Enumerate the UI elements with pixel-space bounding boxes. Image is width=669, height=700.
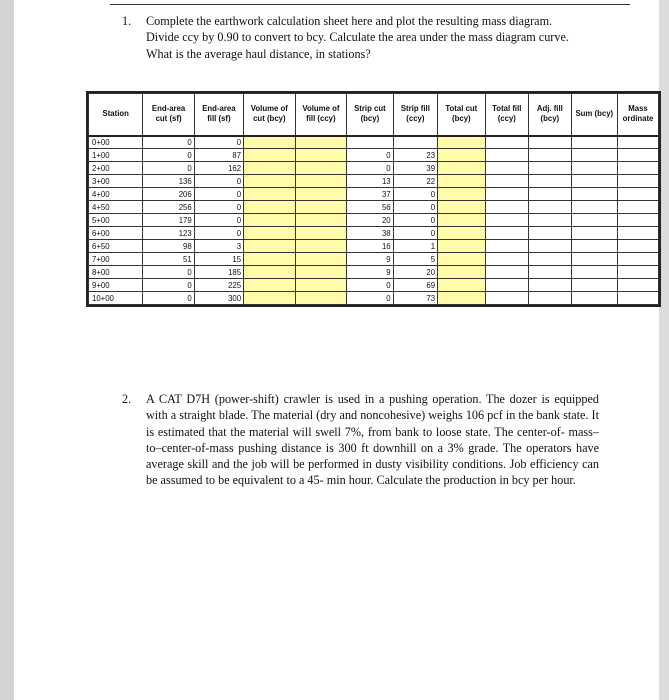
input-cell-highlighted [295, 162, 347, 175]
cell-fill: 0 [194, 188, 243, 201]
cell-fill: 300 [194, 292, 243, 305]
cell-strip-fill [393, 136, 437, 149]
input-cell-highlighted [438, 136, 485, 149]
input-cell-highlighted [438, 201, 485, 214]
column-header [347, 94, 393, 136]
input-cell [485, 214, 529, 227]
input-cell [529, 227, 572, 240]
column-header [529, 94, 572, 136]
table-header-row [89, 94, 659, 136]
question-2-number: 2. [122, 392, 132, 406]
input-cell [571, 266, 617, 279]
question-2 [122, 391, 599, 489]
input-cell [571, 279, 617, 292]
question-1-line: What is the average haul distance, in stations? [146, 46, 371, 61]
input-cell [529, 292, 572, 305]
cell-station: 0+00 [89, 136, 143, 149]
table-row [89, 175, 659, 188]
cell-station: 5+00 [89, 214, 143, 227]
input-cell-highlighted [244, 201, 296, 214]
input-cell [529, 188, 572, 201]
input-cell-highlighted [244, 175, 296, 188]
input-cell [618, 175, 659, 188]
viewer-left-margin [0, 0, 14, 700]
input-cell-highlighted [438, 253, 485, 266]
cell-fill: 87 [194, 149, 243, 162]
input-cell [485, 240, 529, 253]
cell-strip-cut: 20 [347, 214, 393, 227]
table-row [89, 149, 659, 162]
input-cell-highlighted [244, 266, 296, 279]
column-header-line: Strip fill [400, 104, 430, 114]
cell-cut: 98 [143, 240, 194, 253]
column-header-line: Volume of [250, 104, 288, 114]
column-header-line: Sum (bcy) [575, 109, 614, 119]
column-header [143, 94, 194, 136]
cell-station: 7+00 [89, 253, 143, 266]
cell-cut: 0 [143, 266, 194, 279]
cell-cut: 0 [143, 136, 194, 149]
table-row [89, 240, 659, 253]
input-cell [571, 292, 617, 305]
input-cell-highlighted [295, 279, 347, 292]
input-cell-highlighted [244, 240, 296, 253]
table-row [89, 279, 659, 292]
cell-fill: 162 [194, 162, 243, 175]
cell-strip-cut: 56 [347, 201, 393, 214]
input-cell [529, 201, 572, 214]
column-header [89, 94, 143, 136]
input-cell [618, 266, 659, 279]
input-cell [618, 292, 659, 305]
input-cell [618, 188, 659, 201]
cell-station: 1+00 [89, 149, 143, 162]
input-cell-highlighted [244, 227, 296, 240]
input-cell [618, 227, 659, 240]
table-row [89, 292, 659, 305]
top-rule [110, 4, 630, 5]
viewer-right-margin [659, 0, 669, 700]
input-cell [529, 175, 572, 188]
input-cell [529, 240, 572, 253]
input-cell [571, 149, 617, 162]
input-cell [571, 253, 617, 266]
cell-fill: 0 [194, 175, 243, 188]
cell-cut: 0 [143, 292, 194, 305]
input-cell [485, 227, 529, 240]
input-cell [618, 201, 659, 214]
cell-strip-cut: 9 [347, 266, 393, 279]
question-2-text: A CAT D7H (power-shift) crawler is used in a pushing operation. The dozer is equipped with a straight blade. The material (dry and noncohesive) weighs 106 pcf in the bank state. It is estimated that the material will swell 7%, from bank to loose state. The center-of- mass–to–center-of-mass pushing distance is 300 ft downhill on a 3% grade. The operators have average skill and the job will be performed in dusty visibility conditions. Job efficiency can be assumed to be equivalent to a 45- min hour. Calculate the production in bcy per hour. [146, 392, 599, 488]
input-cell [485, 266, 529, 279]
input-cell [529, 266, 572, 279]
cell-station: 10+00 [89, 292, 143, 305]
input-cell-highlighted [438, 266, 485, 279]
input-cell-highlighted [295, 227, 347, 240]
cell-station: 4+00 [89, 188, 143, 201]
input-cell [571, 240, 617, 253]
input-cell [485, 253, 529, 266]
input-cell-highlighted [244, 292, 296, 305]
input-cell [618, 149, 659, 162]
input-cell-highlighted [438, 188, 485, 201]
column-header-line: Adj. fill [536, 104, 563, 114]
cell-strip-fill: 73 [393, 292, 437, 305]
cell-strip-fill: 39 [393, 162, 437, 175]
column-header-line: (ccy) [497, 114, 516, 124]
input-cell [485, 292, 529, 305]
column-header-line: (ccy) [406, 114, 425, 124]
earthwork-table [88, 93, 659, 305]
cell-fill: 0 [194, 214, 243, 227]
input-cell-highlighted [438, 175, 485, 188]
cell-strip-fill: 5 [393, 253, 437, 266]
input-cell [571, 201, 617, 214]
input-cell-highlighted [295, 253, 347, 266]
cell-strip-cut: 13 [347, 175, 393, 188]
question-1 [122, 13, 622, 62]
input-cell [618, 279, 659, 292]
cell-strip-cut: 16 [347, 240, 393, 253]
table-row [89, 253, 659, 266]
cell-cut: 51 [143, 253, 194, 266]
cell-strip-fill: 0 [393, 214, 437, 227]
cell-strip-cut: 9 [347, 253, 393, 266]
cell-fill: 225 [194, 279, 243, 292]
input-cell [485, 149, 529, 162]
column-header [485, 94, 529, 136]
column-header [438, 94, 485, 136]
input-cell [529, 149, 572, 162]
column-header [618, 94, 659, 136]
input-cell-highlighted [295, 136, 347, 149]
input-cell-highlighted [244, 253, 296, 266]
input-cell-highlighted [244, 214, 296, 227]
cell-fill: 15 [194, 253, 243, 266]
input-cell [529, 214, 572, 227]
cell-strip-cut: 0 [347, 149, 393, 162]
input-cell-highlighted [438, 279, 485, 292]
input-cell [571, 175, 617, 188]
cell-fill: 0 [194, 136, 243, 149]
input-cell [571, 188, 617, 201]
cell-fill: 0 [194, 227, 243, 240]
column-header-line: (bcy) [360, 114, 380, 124]
input-cell [571, 227, 617, 240]
cell-fill: 3 [194, 240, 243, 253]
cell-strip-fill: 23 [393, 149, 437, 162]
input-cell-highlighted [244, 162, 296, 175]
cell-cut: 256 [143, 201, 194, 214]
input-cell-highlighted [438, 162, 485, 175]
table-row [89, 188, 659, 201]
cell-station: 9+00 [89, 279, 143, 292]
input-cell [571, 162, 617, 175]
column-header [393, 94, 437, 136]
input-cell [529, 136, 572, 149]
input-cell-highlighted [295, 175, 347, 188]
input-cell-highlighted [295, 292, 347, 305]
cell-station: 4+50 [89, 201, 143, 214]
column-header-line: (bcy) [540, 114, 560, 124]
cell-strip-cut [347, 136, 393, 149]
question-1-line: Divide ccy by 0.90 to convert to bcy. Calculate the area under the mass diagram curve. [146, 30, 569, 45]
column-header-line: Total cut [445, 104, 478, 114]
input-cell-highlighted [295, 149, 347, 162]
column-header-line: cut (bcy) [253, 114, 286, 124]
cell-station: 2+00 [89, 162, 143, 175]
column-header-line: ordinate [622, 114, 654, 124]
cell-cut: 123 [143, 227, 194, 240]
table-row [89, 214, 659, 227]
input-cell-highlighted [438, 240, 485, 253]
input-cell-highlighted [295, 266, 347, 279]
table-row [89, 162, 659, 175]
column-header-line: End-area [202, 104, 236, 114]
table-row [89, 227, 659, 240]
cell-strip-cut: 0 [347, 279, 393, 292]
document-page [14, 0, 659, 700]
input-cell [485, 162, 529, 175]
input-cell [571, 214, 617, 227]
input-cell [529, 162, 572, 175]
input-cell-highlighted [438, 214, 485, 227]
column-header-line: Mass [628, 104, 648, 114]
input-cell-highlighted [295, 201, 347, 214]
input-cell [485, 175, 529, 188]
input-cell-highlighted [244, 279, 296, 292]
column-header-line: Strip cut [354, 104, 386, 114]
cell-cut: 0 [143, 149, 194, 162]
cell-cut: 179 [143, 214, 194, 227]
input-cell [485, 188, 529, 201]
column-header-line: (bcy) [452, 114, 471, 124]
input-cell [485, 136, 529, 149]
input-cell-highlighted [244, 136, 296, 149]
input-cell [485, 201, 529, 214]
cell-cut: 136 [143, 175, 194, 188]
cell-strip-fill: 0 [393, 188, 437, 201]
table-row [89, 136, 659, 149]
cell-strip-fill: 22 [393, 175, 437, 188]
cell-strip-cut: 37 [347, 188, 393, 201]
cell-station: 6+00 [89, 227, 143, 240]
cell-fill: 185 [194, 266, 243, 279]
column-header-line: Total fill [492, 104, 522, 114]
input-cell [618, 214, 659, 227]
column-header [571, 94, 617, 136]
column-header-line: fill (ccy) [306, 114, 336, 124]
column-header [244, 94, 296, 136]
input-cell-highlighted [295, 240, 347, 253]
input-cell [529, 279, 572, 292]
input-cell [618, 136, 659, 149]
cell-cut: 206 [143, 188, 194, 201]
cell-strip-fill: 1 [393, 240, 437, 253]
column-header-line: Volume of [302, 104, 340, 114]
column-header-line: cut (sf) [155, 114, 182, 124]
cell-strip-fill: 0 [393, 227, 437, 240]
cell-strip-fill: 20 [393, 266, 437, 279]
cell-station: 6+50 [89, 240, 143, 253]
column-header [295, 94, 347, 136]
cell-cut: 0 [143, 162, 194, 175]
column-header-line: End-area [151, 104, 186, 114]
input-cell [618, 240, 659, 253]
column-header-line: fill (sf) [207, 114, 231, 124]
cell-strip-fill: 69 [393, 279, 437, 292]
input-cell-highlighted [295, 188, 347, 201]
input-cell [618, 162, 659, 175]
input-cell-highlighted [295, 214, 347, 227]
cell-strip-cut: 38 [347, 227, 393, 240]
input-cell-highlighted [438, 149, 485, 162]
table-row [89, 266, 659, 279]
cell-strip-cut: 0 [347, 162, 393, 175]
input-cell [529, 253, 572, 266]
cell-fill: 0 [194, 201, 243, 214]
question-1-line: Complete the earthwork calculation sheet here and plot the resulting mass diagram. [146, 14, 553, 28]
cell-station: 8+00 [89, 266, 143, 279]
input-cell-highlighted [438, 292, 485, 305]
input-cell-highlighted [438, 227, 485, 240]
input-cell-highlighted [244, 149, 296, 162]
cell-strip-cut: 0 [347, 292, 393, 305]
cell-cut: 0 [143, 279, 194, 292]
cell-strip-fill: 0 [393, 201, 437, 214]
cell-station: 3+00 [89, 175, 143, 188]
table-row [89, 201, 659, 214]
question-1-number: 1. [122, 14, 132, 28]
column-header-line: Station [102, 109, 129, 119]
column-header [194, 94, 243, 136]
input-cell [485, 279, 529, 292]
input-cell [618, 253, 659, 266]
input-cell-highlighted [244, 188, 296, 201]
input-cell [571, 136, 617, 149]
